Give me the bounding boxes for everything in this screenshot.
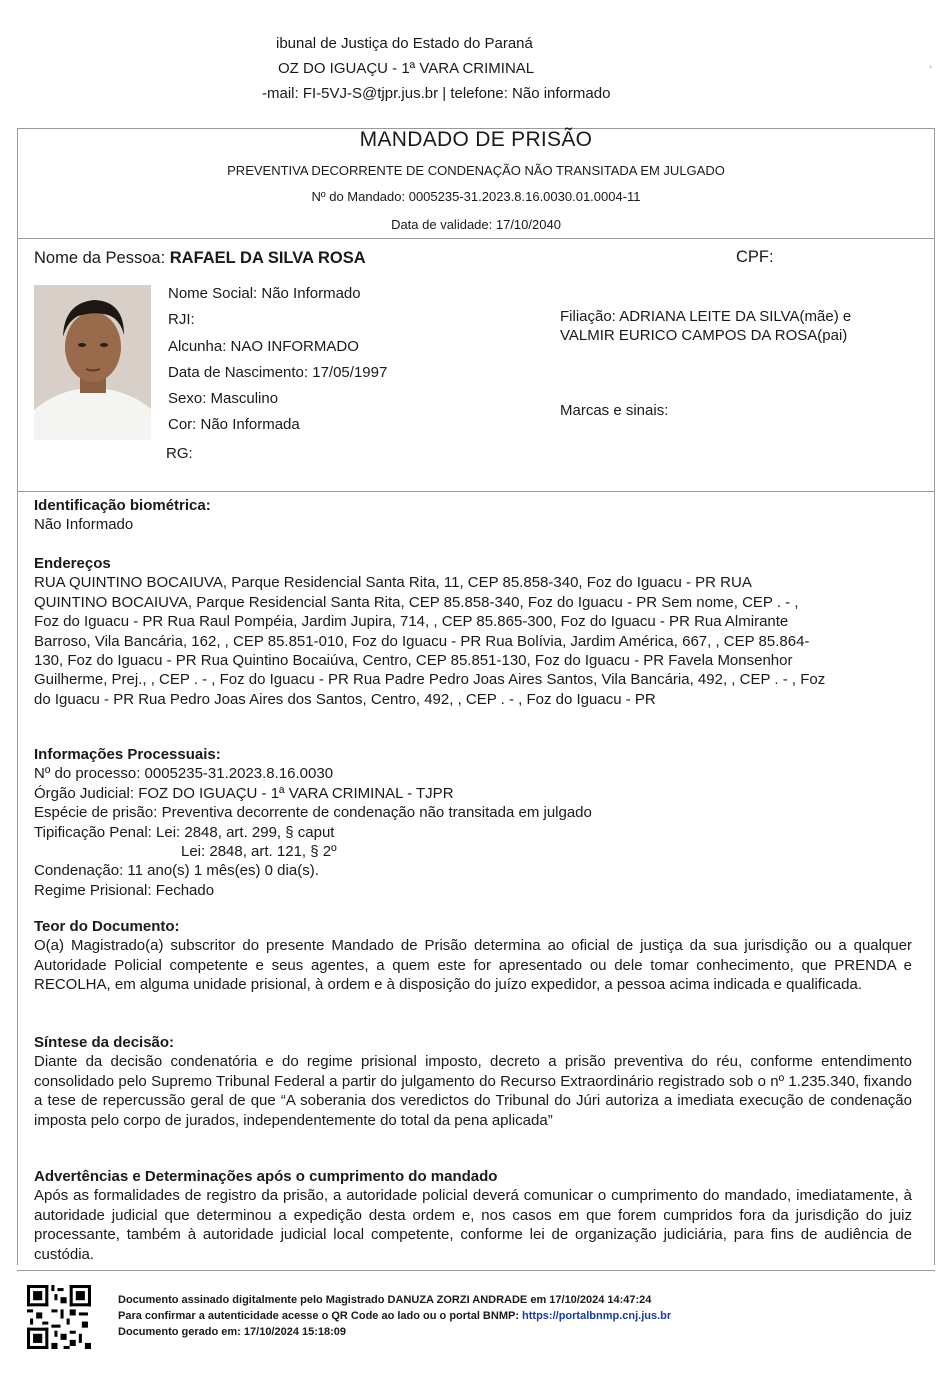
address-line: QUINTINO BOCAIUVA, Parque Residencial Santa Rita, CEP 85.858-340, Foz do Iguacu - PR Sem nome, CEP . - , — [34, 593, 799, 611]
prison-type: Espécie de prisão: Preventiva decorrente de condenação não transitada em julgado — [34, 804, 592, 822]
divider-header — [17, 238, 935, 239]
addresses-section — [34, 554, 912, 709]
judicial-organ: Órgão Judicial: FOZ DO IGUAÇU - 1ª VARA CRIMINAL - TJPR — [34, 784, 454, 802]
tipification-1: Tipificação Penal: Lei: 2848, art. 299, § caput — [34, 823, 335, 841]
person-photo — [34, 285, 151, 440]
teor-heading: Teor do Documento: — [34, 918, 180, 935]
divider-person — [17, 491, 935, 492]
frame-left-border — [17, 128, 18, 1265]
footer-confirm-text: Para confirmar a autenticidade acesse o QR Code ao lado ou o portal BNMP: — [118, 1310, 519, 1322]
biometric-section — [34, 496, 912, 535]
advert-body: Após as formalidades de registro da prisão, a autoridade policial deverá comunicar o cumprimento do mandado, imediatamente, à autoridade judicial que determinou a expedição desta ordem e, nos casos em que forem cumpridos fora da jurisdição do juiz processante, também à autoridade judicial local competente, conforme lei de organização judiciária, para fins de audiência de custódia. — [34, 1187, 912, 1263]
social-name: Nome Social: Não Informado — [168, 285, 361, 302]
process-number: Nº do processo: 0005235-31.2023.8.16.0030 — [34, 765, 334, 783]
sintese-body: Diante da decisão condenatória e do regime prisional imposto, decreto a prisão preventiva do réu, conforme entendimento consolidado pelo Supremo Tribunal Federal a partir do julgamento do Recurso Extraordinário registrado sob o nº 1.235.340, fixando a tese de repercussão geral de que “A soberania dos veredictos do Tribunal do Júri autoriza a imediata execução de condenação imposta pelo corpo de jurados, independentemente do total da pena aplicada” — [34, 1053, 912, 1129]
footer-confirm — [118, 1310, 671, 1322]
alias: Alcunha: NAO INFORMADO — [168, 338, 359, 355]
sintese-heading: Síntese da decisão: — [34, 1034, 175, 1051]
vara-name: OZ DO IGUAÇU - 1ª VARA CRIMINAL — [278, 60, 535, 77]
edge-mark: › — [929, 62, 932, 71]
process-heading: Informações Processuais: — [34, 746, 221, 763]
court-name: ibunal de Justiça do Estado do Paraná — [276, 35, 533, 52]
address-line: do Iguacu - PR Rua Pedro Joas Aires dos Santos, Centro, 492, , CEP . - , Foz do Iguacu - PR — [34, 690, 656, 708]
person-name-row — [34, 249, 366, 268]
footer-generated: Documento gerado em: 17/10/2024 15:18:09 — [118, 1326, 347, 1338]
warrant-subtitle: PREVENTIVA DECORRENTE DE CONDENAÇÃO NÃO TRANSITADA EM JULGADO — [227, 163, 725, 178]
portal-link[interactable]: https://portalbnmp.cnj.jus.br — [522, 1310, 672, 1322]
process-section — [34, 745, 912, 900]
skin-color: Cor: Não Informada — [168, 416, 300, 433]
biometric-value: Não Informado — [34, 516, 134, 534]
rg: RG: — [166, 445, 193, 462]
sex: Sexo: Masculino — [168, 390, 279, 407]
rji: RJI: — [168, 311, 195, 328]
sentence: Condenação: 11 ano(s) 1 mês(es) 0 dia(s). — [34, 862, 319, 880]
person-name-label: Nome da Pessoa: — [34, 249, 166, 267]
prison-regime: Regime Prisional: Fechado — [34, 881, 215, 899]
frame-right-border — [934, 128, 935, 1265]
advert-heading: Advertências e Determinações após o cumprimento do mandado — [34, 1168, 498, 1185]
teor-section — [34, 917, 912, 995]
filiation-line-1: Filiação: ADRIANA LEITE DA SILVA(mãe) e — [560, 308, 852, 325]
warrant-title: MANDADO DE PRISÃO — [359, 128, 593, 151]
addresses-heading: Endereços — [34, 555, 111, 572]
footer-signed: Documento assinado digitalmente pelo Magistrado DANUZA ZORZI ANDRADE em 17/10/2024 14:47:24 — [118, 1294, 652, 1306]
advert-section — [34, 1167, 912, 1264]
sintese-section — [34, 1033, 912, 1130]
address-line: RUA QUINTINO BOCAIUVA, Parque Residencial Santa Rita, 11, CEP 85.858-340, Foz do Iguacu - PR RUA — [34, 574, 752, 592]
frame-bottom-border — [17, 1270, 935, 1271]
address-line: Foz do Iguacu - PR Rua Raul Pompéia, Jardim Jupira, 714, , CEP 85.865-300, Foz do Iguacu - PR Rua Almirante — [34, 613, 789, 631]
address-line: Guilherme, Prej., , CEP . - , Foz do Iguacu - PR Rua Padre Pedro Joas Aires Santos, Vila Bancária, 492, , CEP . - , Foz — [34, 671, 826, 689]
warrant-number: Nº do Mandado: 0005235-31.2023.8.16.0030.01.0004-11 — [311, 189, 641, 204]
marks-label: Marcas e sinais: — [560, 402, 669, 419]
address-line: 130, Foz do Iguacu - PR Rua Quintino Bocaiúva, Centro, CEP 85.851-130, Foz do Iguacu - PR Favela Monsenhor — [34, 652, 793, 670]
address-line: Barroso, Vila Bancária, 162, , CEP 85.851-010, Foz do Iguacu - PR Rua Bolívia, Jardim América, 667, , CEP 85.864- — [34, 632, 810, 650]
filiation-line-2: VALMIR EURICO CAMPOS DA ROSA(pai) — [560, 327, 848, 344]
warrant-validity: Data de validade: 17/10/2040 — [391, 217, 561, 232]
cpf-label: CPF: — [736, 248, 774, 266]
qr-code-icon[interactable] — [27, 1285, 91, 1349]
person-name: RAFAEL DA SILVA ROSA — [169, 249, 366, 267]
person-photo-image — [34, 285, 151, 440]
biometric-heading: Identificação biométrica: — [34, 497, 211, 514]
contact-line: -mail: FI-5VJ-S@tjpr.jus.br | telefone: Não informado — [262, 85, 611, 102]
birth-date: Data de Nascimento: 17/05/1997 — [168, 364, 388, 381]
tipification-2: Lei: 2848, art. 121, § 2º — [181, 843, 337, 861]
teor-body: O(a) Magistrado(a) subscritor do presente Mandado de Prisão determina ao oficial de justiça da sua jurisdição ou a qualquer Autoridade Policial competente e seus agentes, a quem este for apresentado ou dele tomar conhecimento, que PRENDA e RECOLHA, em alguma unidade prisional, à ordem e à disposição do juízo expedidor, a pessoa acima indicada e qualificada. — [34, 937, 912, 994]
